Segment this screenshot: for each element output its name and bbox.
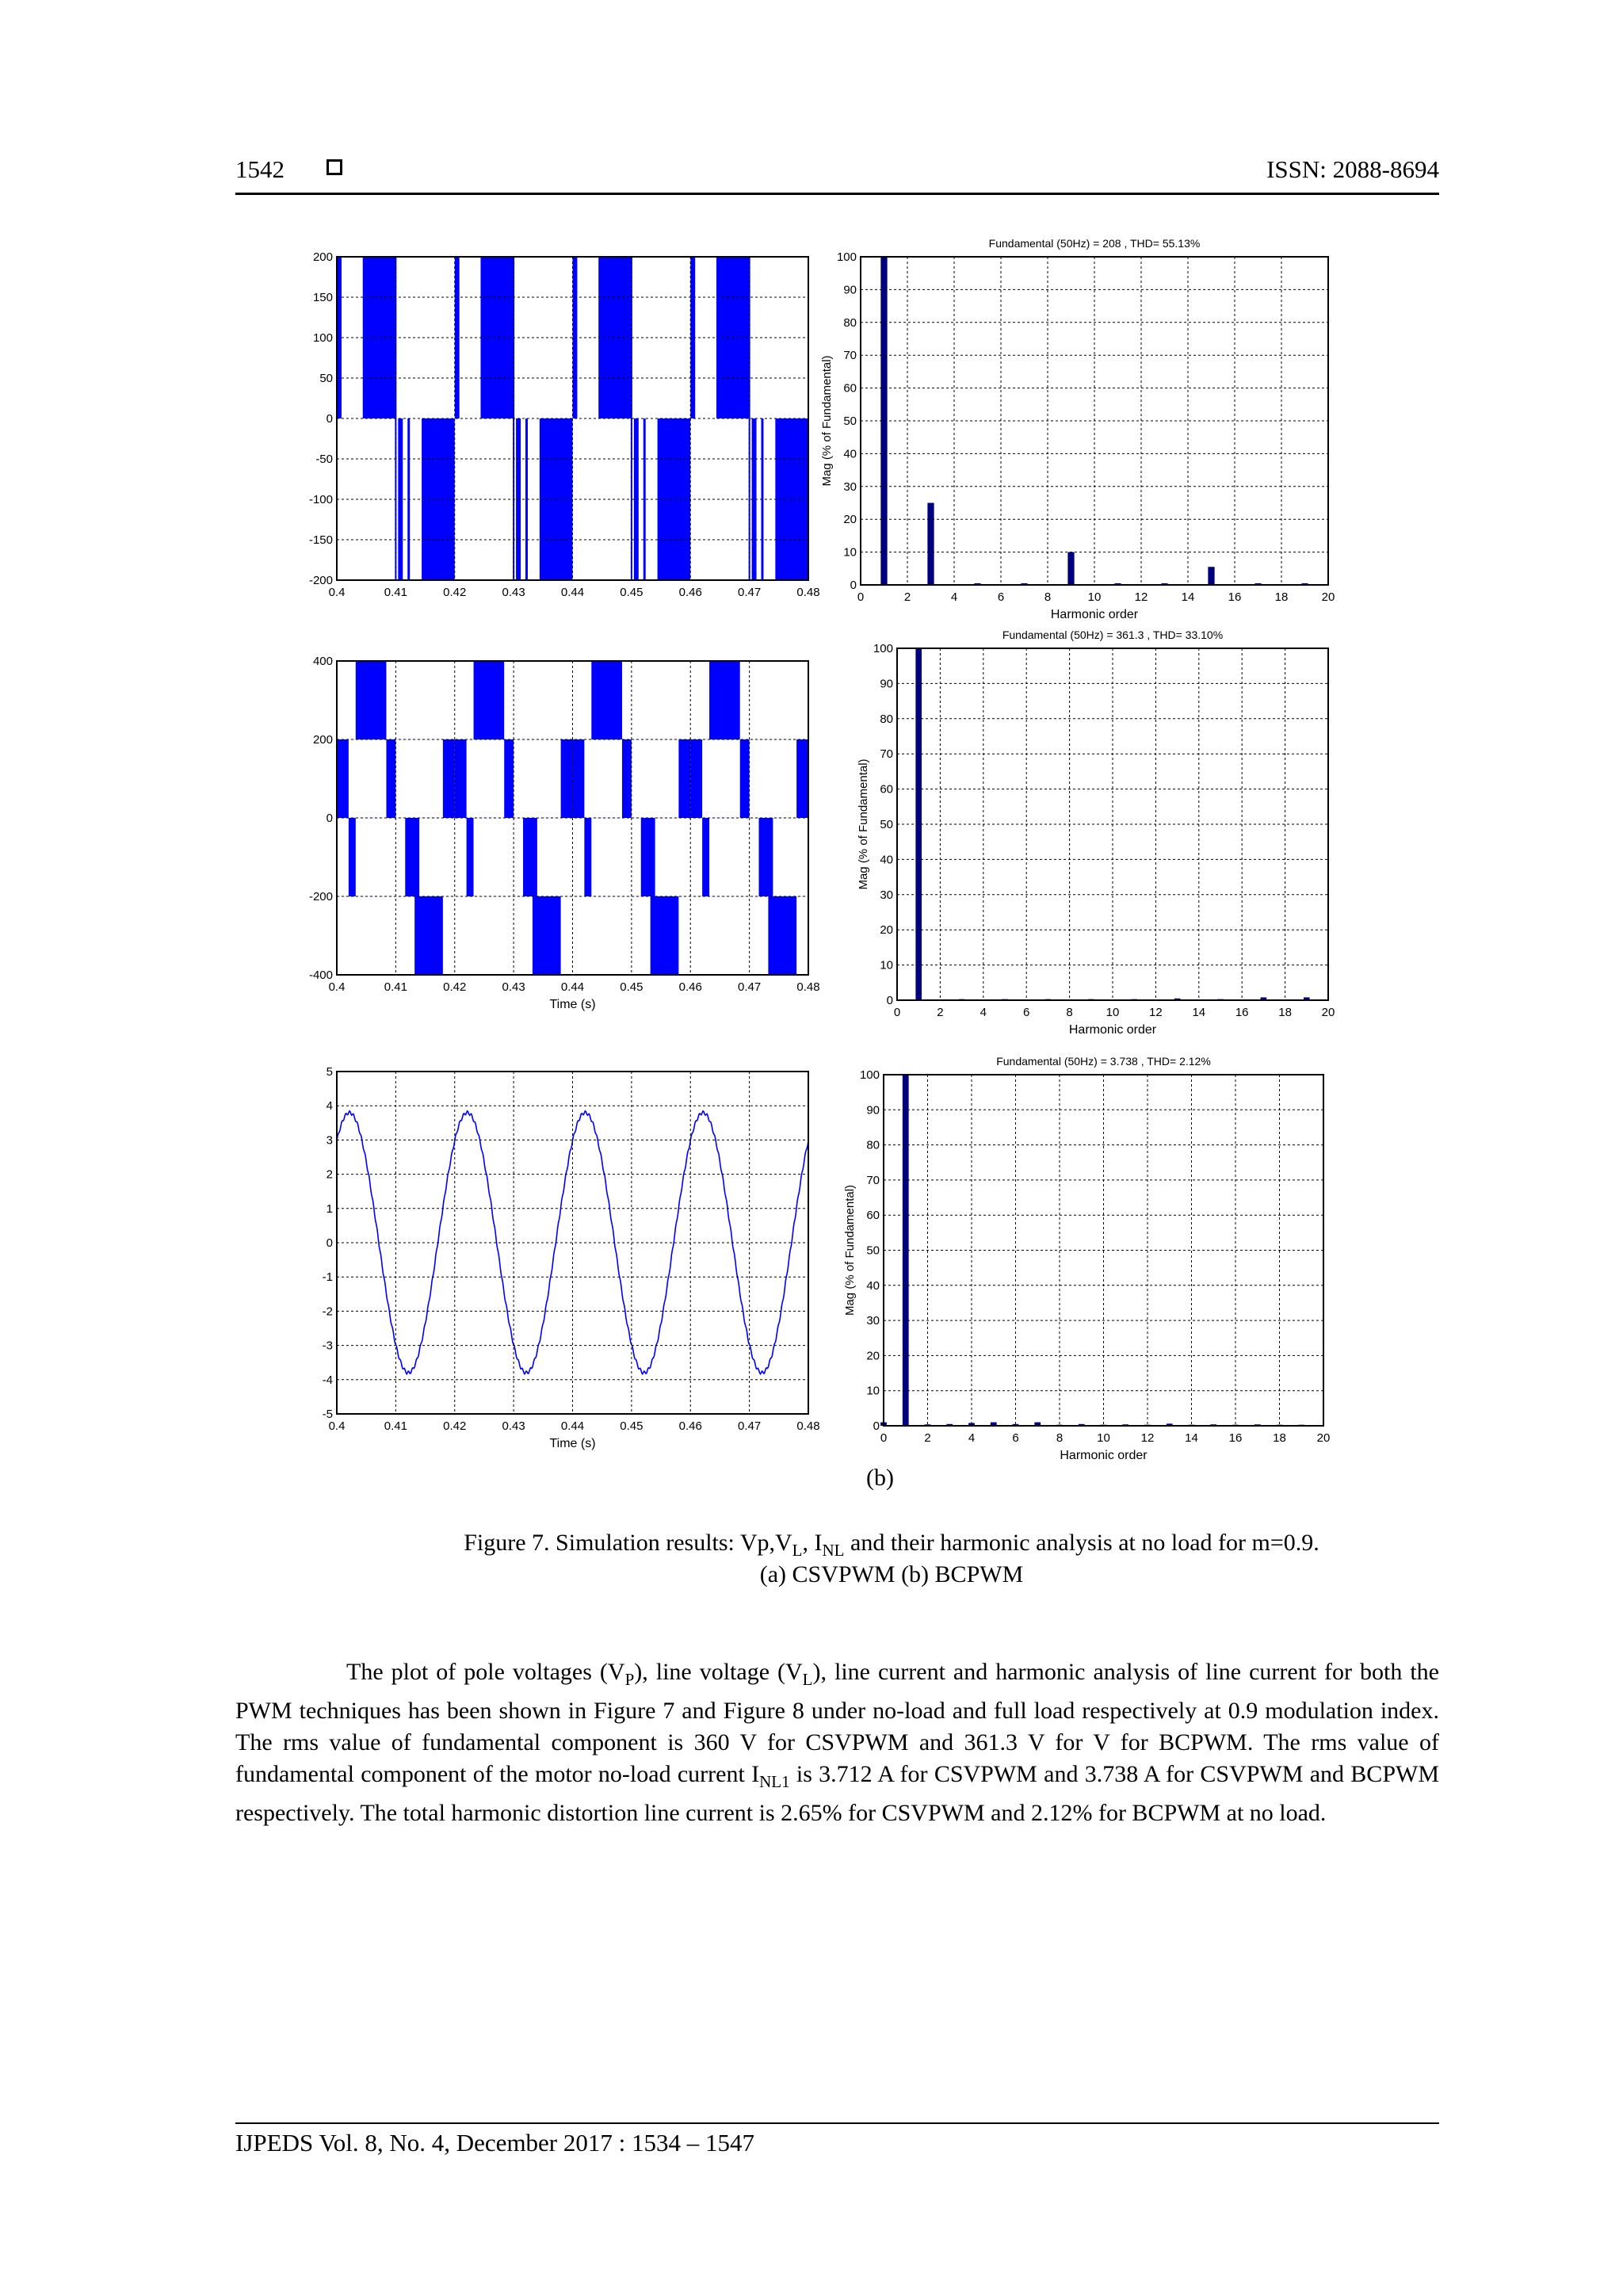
y-tick-label: -3 [322,1339,333,1353]
harmonic-bar [1067,552,1074,585]
pwm-pulse-block [533,896,561,975]
x-tick-label: 0.46 [678,1419,702,1433]
x-tick-label: 2 [903,590,911,604]
y-tick-label: 80 [843,315,857,330]
x-tick-label: 0.45 [620,1419,643,1433]
chart-title: Fundamental (50Hz) = 361.3 , THD= 33.10% [1002,628,1224,641]
y-tick-label: 3 [326,1133,333,1148]
y-tick-label: 0 [850,579,857,592]
x-tick-label: 0.44 [560,586,585,599]
y-tick-label: 80 [880,712,893,726]
y-tick-label: 100 [873,642,893,655]
figure-caption: Figure 7. Simulation results: $Vp,V_L$, $I_{NL}$ and their harmonic analysis at no load for m=0.9. [464,1530,1319,1560]
y-tick-label: 2 [326,1167,333,1182]
x-tick-label: 0.45 [620,980,643,994]
footer-rule [235,2122,1439,2124]
x-tick-label: 12 [1149,1006,1163,1019]
y-tick-label: 400 [312,655,333,668]
x-tick-label: 0.41 [384,1419,407,1433]
x-tick-label: 8 [1044,590,1052,604]
y-axis-label: Mag (% of Fundamental) [857,758,870,890]
pwm-pulse-block [443,739,455,818]
y-tick-label: 80 [866,1138,880,1152]
x-tick-label: 0.44 [560,1419,585,1433]
x-tick-label: 14 [1185,1431,1198,1445]
x-tick-label: 0.48 [796,586,820,599]
figure-sublabel: (b) [866,1465,894,1491]
y-tick-label: -1 [322,1270,333,1285]
pwm-pulse-block [796,739,808,818]
y-tick-label: 70 [866,1173,880,1187]
pwm-pulse-block [414,896,443,975]
y-tick-label: -200 [308,574,333,587]
y-tick-label: -400 [308,968,333,982]
pwm-pulse-block [337,739,349,818]
x-tick-label: 6 [1023,1006,1030,1019]
body-paragraph: The plot of pole voltages $(V_P)$, line voltage $(V_L)$, line current and harmonic analysis of line current for both the PWM techniques has been shown in Figure 7 and Figure 8 under no-load and full load respectively at 0.9 modulation index. The rms value of fundamental component is 360 V for CSVPWM and 361.3 V for V for BCPWM. The rms value of fundamental component of the motor no-load current $I_{NL1}$ is 3.712 A for CSVPWM and 3.738 A for CSVPWM and BCPWM respectively. The total harmonic distortion line current is 2.65% for CSVPWM and 2.12% for BCPWM at no load. [235,1659,1439,1826]
x-tick-label: 0.42 [443,980,467,994]
y-tick-label: 20 [843,513,857,527]
y-tick-label: 200 [312,733,333,747]
x-axis-label: Harmonic order [1050,608,1139,621]
pwm-pulse-block [405,818,419,896]
pwm-pulse-block [768,896,796,975]
pwm-pulse-block [759,818,773,896]
y-tick-label: 50 [880,818,893,831]
x-tick-label: 12 [1134,590,1148,604]
y-tick-label: 70 [880,747,893,762]
x-axis-label: Time (s) [549,998,596,1011]
pwm-pulse-block [584,818,591,896]
y-tick-label: 90 [866,1103,880,1117]
pwm-pulse-block [702,818,709,896]
x-tick-label: 8 [1066,1006,1073,1019]
y-tick-label: 100 [859,1068,880,1082]
x-tick-label: 0.47 [738,1419,762,1433]
x-tick-label: 10 [1087,590,1102,604]
line-voltage-chart [309,655,820,1011]
y-tick-label: 0 [326,412,333,426]
y-tick-label: 30 [843,479,857,494]
pwm-pulse-block [356,661,387,739]
issn: ISSN: 2088-8694 [1266,155,1439,183]
figure-caption-subtitle: (a) CSVPWM (b) BCPWM [759,1561,1024,1587]
x-axis-label: Time (s) [549,1437,596,1450]
square-bullet-icon [327,159,342,175]
x-tick-label: 6 [1012,1431,1019,1445]
y-tick-label: 40 [866,1278,880,1293]
x-tick-label: 10 [1106,1006,1120,1019]
x-tick-label: 0.44 [560,980,585,994]
x-tick-label: 0.46 [678,980,702,994]
x-tick-label: 2 [924,1431,931,1445]
y-tick-label: 50 [843,415,857,428]
x-tick-label: 0 [893,1006,901,1019]
x-tick-label: 0.42 [443,1419,467,1433]
x-tick-label: 12 [1140,1431,1155,1445]
y-tick-label: -100 [308,493,333,506]
x-tick-label: 0.46 [678,586,702,599]
y-tick-label: 60 [880,782,893,797]
x-tick-label: 4 [980,1006,987,1019]
line-current-chart [323,1065,820,1450]
pwm-pulse-block [651,896,679,975]
pwm-pulse-block [349,818,356,896]
page-number: 1542 [235,155,285,183]
x-tick-label: 0.41 [384,586,407,599]
y-tick-label: 30 [880,888,893,902]
y-axis-label: Mag (% of Fundamental) [843,1184,857,1316]
pwm-pulse-block [709,661,740,739]
x-tick-label: 14 [1192,1006,1206,1019]
y-tick-label: -4 [322,1373,333,1387]
x-tick-label: 0.4 [328,586,346,599]
pole-voltage-chart [309,250,820,599]
x-tick-label: 0.4 [328,1419,346,1433]
y-tick-label: -200 [308,890,333,904]
y-tick-label: 20 [866,1349,880,1363]
x-tick-label: 4 [950,590,958,604]
y-tick-label: 50 [319,372,333,385]
x-tick-label: 0.48 [796,980,820,994]
y-tick-label: 40 [880,853,893,867]
x-tick-label: 10 [1097,1431,1110,1445]
chart-title: Fundamental (50Hz) = 208 , THD= 55.13% [988,237,1201,250]
x-tick-label: 16 [1228,590,1242,604]
x-tick-label: 4 [968,1431,976,1445]
pwm-pulse-block [591,661,622,739]
pole-voltage-harmonics-chart [820,237,1335,621]
harmonic-bar [927,503,934,586]
y-tick-label: 40 [843,447,857,461]
x-tick-label: 20 [1316,1431,1331,1445]
y-tick-label: 0 [873,1419,880,1433]
y-tick-label: 10 [866,1384,880,1398]
x-tick-label: 16 [1228,1431,1243,1445]
pwm-pulse-block [641,818,655,896]
y-axis-label: Mag (% of Fundamental) [820,355,834,487]
x-tick-label: 0 [880,1431,888,1445]
y-tick-label: 0 [326,812,333,825]
y-tick-label: 10 [843,545,857,560]
line-current-harmonics-chart [843,1055,1330,1462]
y-tick-label: 5 [326,1065,333,1079]
pwm-pulse-block [523,818,537,896]
y-tick-label: -50 [315,453,333,466]
chart-title: Fundamental (50Hz) = 3.738 , THD= 2.12% [996,1055,1211,1068]
y-tick-label: 1 [326,1201,333,1216]
x-tick-label: 6 [997,590,1005,604]
y-tick-label: 20 [880,923,893,938]
y-tick-label: 90 [843,283,857,297]
pwm-pulse-block [690,739,702,818]
x-tick-label: 18 [1278,1006,1292,1019]
x-tick-label: 2 [937,1006,944,1019]
x-tick-label: 18 [1273,1431,1286,1445]
pwm-pulse-block [561,739,573,818]
pwm-pulse-block [504,739,514,818]
y-tick-label: 60 [843,381,857,395]
x-tick-label: 16 [1235,1006,1249,1019]
x-tick-label: 0.45 [620,586,643,599]
x-tick-label: 0.43 [502,1419,525,1433]
y-tick-label: -5 [322,1408,333,1421]
y-tick-label: 4 [326,1099,333,1114]
y-tick-label: 30 [866,1314,880,1328]
line-voltage-harmonics-chart [857,628,1335,1037]
x-tick-label: 0.43 [502,586,525,599]
y-tick-label: 0 [326,1236,333,1250]
y-tick-label: 100 [312,331,333,345]
pwm-pulse-block [573,739,585,818]
journal-citation: IJPEDS Vol. 8, No. 4, December 2017 : 1534 – 1547 [235,2129,754,2157]
x-axis-label: Harmonic order [1068,1023,1157,1037]
x-tick-label: 18 [1274,590,1289,604]
y-tick-label: 100 [836,250,857,264]
pwm-pulse-block [622,739,632,818]
x-tick-label: 0.47 [738,586,762,599]
x-tick-label: 0.4 [328,980,346,994]
y-tick-label: 0 [886,994,893,1007]
y-tick-label: 70 [843,349,857,363]
x-tick-label: 0.41 [384,980,407,994]
pwm-pulse-block [678,739,690,818]
pwm-pulse-block [643,418,646,580]
x-tick-label: 20 [1321,1006,1335,1019]
header-rule [235,193,1439,195]
pwm-pulse-block [740,739,750,818]
pwm-pulse-block [455,739,467,818]
x-tick-label: 0 [857,590,865,604]
y-tick-label: -150 [308,533,333,547]
x-tick-label: 0.43 [502,980,525,994]
x-tick-label: 0.48 [796,1419,820,1433]
y-tick-label: 10 [880,958,893,972]
x-tick-label: 20 [1321,590,1335,604]
figure-7 [301,228,1355,1480]
x-tick-label: 8 [1056,1431,1064,1445]
y-tick-label: 60 [866,1209,880,1223]
harmonic-bar [1208,567,1214,585]
y-tick-label: 200 [312,250,333,264]
pwm-pulse-block [467,818,474,896]
y-tick-label: 150 [312,291,333,304]
x-tick-label: 14 [1181,590,1195,604]
x-tick-label: 0.47 [738,980,762,994]
y-tick-label: 90 [880,677,893,691]
pwm-pulse-block [474,661,505,739]
x-tick-label: 0.42 [443,586,467,599]
x-axis-label: Harmonic order [1060,1449,1148,1462]
y-tick-label: 50 [866,1244,880,1258]
y-tick-label: -2 [322,1305,333,1319]
pwm-pulse-block [386,739,395,818]
